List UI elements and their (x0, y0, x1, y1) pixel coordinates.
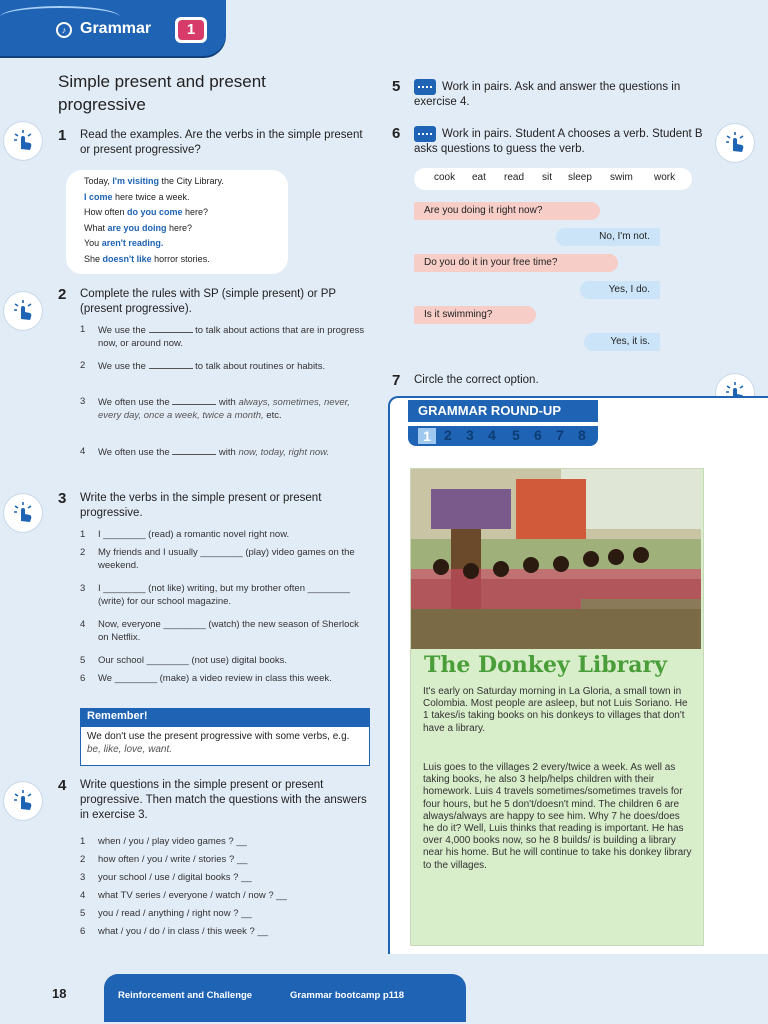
remember-title: Remember! (81, 709, 369, 727)
verb-list (414, 168, 692, 190)
exercise-number: 5 (392, 78, 401, 95)
example-line: She doesn't like horror stories. (84, 253, 210, 264)
verb-chip: cook (434, 172, 456, 183)
blank-field[interactable] (149, 360, 193, 369)
exercise-number: 4 (58, 777, 67, 794)
verb-chip: eat (472, 172, 486, 183)
roundup-page-3[interactable]: 3 (466, 427, 474, 443)
exercise-number: 3 (58, 490, 67, 507)
page-number: 18 (52, 986, 67, 1001)
examples-box (66, 170, 288, 274)
answer-bubble: No, I'm not. (556, 228, 660, 246)
exercise-item: 4 Now, everyone ________ (watch) the new season of Sherlock on Netflix. (80, 619, 359, 643)
section-header-tab (0, 0, 226, 56)
verb-chip: sit (542, 172, 552, 183)
exercise-number: 7 (392, 372, 401, 389)
example-line: Today, I'm visiting the City Library. (84, 176, 224, 186)
roundup-page-6[interactable]: 6 (534, 427, 542, 443)
exercise-item: 2 how often / you / write / stories ? __ (80, 854, 248, 865)
roundup-page-5[interactable]: 5 (512, 427, 520, 443)
touch-icon[interactable] (4, 494, 42, 532)
pair-work-icon (414, 126, 436, 142)
exercise-4 (58, 777, 375, 823)
example-line: How often do you come here? (84, 207, 209, 217)
exercise-instruction: Complete the rules with SP (simple present) or PP (present progressive). (80, 288, 336, 315)
bootcamp-link[interactable]: Grammar bootcamp p118 (290, 990, 405, 1001)
pair-work-icon (414, 79, 436, 95)
exercise-3 (58, 490, 375, 521)
article-photo (411, 469, 701, 649)
verb-chip: swim (610, 172, 633, 183)
blank-field[interactable] (172, 446, 216, 455)
verb-chip: work (654, 172, 676, 183)
exercise-number: 1 (58, 127, 67, 144)
unit-badge (175, 17, 207, 43)
exercise-2 (58, 286, 375, 317)
exercise-number: 6 (392, 125, 401, 142)
roundup-page-2[interactable]: 2 (444, 427, 452, 443)
exercise-6 (392, 125, 704, 157)
exercise-instruction: Circle the correct option. (414, 374, 539, 386)
unit-number: 1 (178, 20, 204, 40)
exercise-item: 1 when / you / play video games ? __ (80, 836, 247, 847)
example-line: I come here twice a week. (84, 191, 190, 202)
exercise-instruction: Write questions in the simple present or present progressive. Then match the questions with the answers in exercise 3. (80, 779, 367, 821)
example-line: You aren't reading. (84, 238, 164, 248)
roundup-page-4[interactable]: 4 (488, 427, 496, 443)
exercise-item: 3 I ________ (not like) writing, but my brother often ________ (write) for our school magazine. (80, 583, 350, 607)
roundup-title: GRAMMAR ROUND-UP (408, 400, 598, 422)
exercise-instruction: Write the verbs in the simple present or present progressive. (80, 492, 322, 519)
touch-icon[interactable] (4, 292, 42, 330)
exercise-instruction: Work in pairs. Student A chooses a verb. Student B asks questions to guess the verb. (414, 128, 703, 156)
answer-bubble: Yes, I do. (580, 281, 660, 299)
exercise-item: 1 I ________ (read) a romantic novel right now. (80, 529, 290, 540)
exercise-item: 5 you / read / anything / right now ? __ (80, 908, 252, 919)
reinforcement-link[interactable]: Reinforcement and Challenge (118, 990, 253, 1001)
question-bubble: Is it swimming? (414, 306, 536, 324)
article-paragraph: It's early on Saturday morning in La Gloria, a small town in Colombia. Most people are asleep, but not Luis Soriano. He 1 takes/is taking books on his donkeys to villages that don't have a library. (423, 686, 688, 734)
verb-chip: read (504, 172, 525, 183)
roundup-page-8[interactable]: 8 (578, 427, 586, 443)
exercise-number: 2 (58, 286, 67, 303)
touch-icon[interactable] (4, 782, 42, 820)
exercise-item: 5 Our school ________ (not use) digital books. (80, 655, 288, 666)
touch-icon[interactable] (716, 124, 754, 162)
example-line: What are you doing here? (84, 222, 193, 233)
remember-verbs: be, like, love, want. (87, 744, 173, 755)
remember-box (80, 708, 370, 766)
roundup-page-7[interactable]: 7 (556, 427, 564, 443)
exercise-instruction: Work in pairs. Ask and answer the questions in exercise 4. (414, 81, 681, 109)
article-title: The Donkey Library (424, 652, 667, 678)
question-bubble: Are you doing it right now? (414, 202, 600, 220)
remember-text: We don't use the present progressive with some verbs, e.g. (87, 731, 350, 742)
rule-item: 4 We often use the with now, today, right now. (80, 446, 330, 458)
exercise-7 (392, 372, 704, 389)
header-title: Grammar (80, 20, 152, 37)
exercise-instruction: Read the examples. Are the verbs in the simple present or present progressive? (80, 129, 363, 156)
exercise-5 (392, 78, 704, 110)
exercise-item: 6 We ________ (make) a video review in class this week. (80, 673, 332, 684)
question-bubble: Do you do it in your free time? (414, 254, 618, 272)
blank-field[interactable] (149, 324, 193, 333)
section-title: Simple present and present progressive (58, 72, 266, 114)
rule-item: 1 We use the to talk about actions that are in progress now, or around now. (80, 324, 365, 349)
blank-field[interactable] (172, 396, 216, 405)
exercise-item: 4 what TV series / everyone / watch / now ? __ (80, 890, 287, 901)
touch-icon[interactable] (4, 122, 42, 160)
audio-icon[interactable]: ♪ (56, 22, 72, 38)
answer-bubble: Yes, it is. (584, 333, 660, 351)
exercise-item: 2 My friends and I usually ________ (play) video games on the weekend. (80, 547, 355, 571)
exercise-item: 3 your school / use / digital books ? __ (80, 872, 252, 883)
article-paragraph: Luis goes to the villages 2 every/twice a week. As well as taking books, he also 3 help/helps children with their homework. Luis 4 travels sometimes/sometimes travels for four hours, but he 5 don't/doesn't mind. The children 6 are always/always are happy to see him. Why 7 he does/does he do it? Well, Luis thinks that reading is important. He has over 4,000 books now, so he 8 builds/ is building a library near his home. But he will continue to take his donkey library to the villages. (423, 762, 692, 871)
verb-chip: sleep (568, 172, 592, 183)
roundup-page-1[interactable]: 1 (418, 428, 436, 444)
exercise-item: 6 what / you / do / in class / this week ? __ (80, 926, 269, 937)
footer-bar (104, 974, 466, 1022)
rule-item: 2 We use the to talk about routines or habits. (80, 360, 326, 372)
roundup-page-nav (408, 426, 598, 446)
rule-item: 3 We often use the with always, sometimes, never, every day, once a week, twice a month, etc. (80, 396, 350, 421)
exercise-1 (58, 127, 375, 158)
